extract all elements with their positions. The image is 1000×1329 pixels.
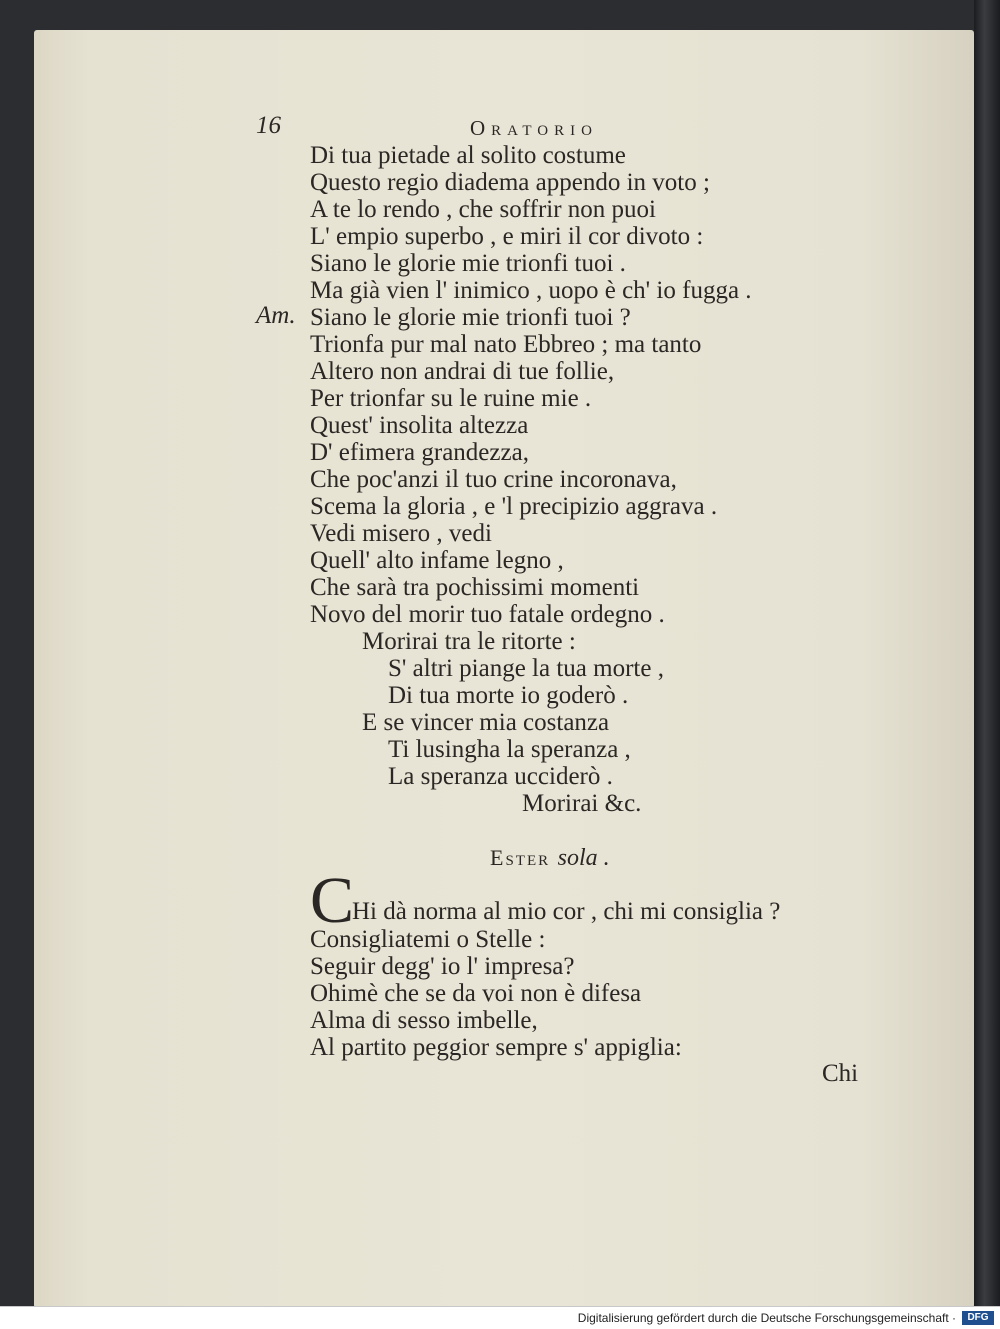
aria-line: E se vincer mia costanza — [362, 709, 610, 736]
drop-cap: C — [310, 864, 355, 937]
page-number: 16 — [256, 112, 281, 139]
verse-line: Questo regio diadema appendo in voto ; — [310, 169, 710, 196]
verse-line: Altero non andrai di tue follie, — [310, 358, 615, 385]
dfg-logo: DFG — [962, 1311, 994, 1325]
verse-line: Alma di sesso imbelle, — [310, 1007, 538, 1034]
verse-line: Ma già vien l' inimico , uopo è ch' io fugga . — [310, 277, 752, 304]
verse-line: Vedi misero , vedi — [310, 520, 492, 547]
aria-line: La speranza ucciderò . — [388, 763, 613, 790]
verse-line: Che sarà tra pochissimi momenti — [310, 574, 640, 601]
verse-line: Siano le glorie mie trionfi tuoi ? — [310, 304, 631, 331]
verse-line: Ohimè che se da voi non è difesa — [310, 980, 642, 1007]
book-spine — [974, 0, 1000, 1329]
verse-line: A te lo rendo , che soffrir non puoi — [310, 196, 656, 223]
funding-credit: Digitalisierung gefördert durch die Deutsche Forschungsgemeinschaft · — [577, 1311, 956, 1325]
aria-line: S' altri piange la tua morte , — [388, 655, 664, 682]
verse-line: Quell' alto infame legno , — [310, 547, 564, 574]
verse-line: D' efimera grandezza, — [310, 439, 529, 466]
aria-line: Morirai &c. — [522, 790, 642, 817]
verse-line: Di tua pietade al solito costume — [310, 142, 626, 169]
character-name: Ester — [490, 845, 551, 870]
verse-line: Trionfa pur mal nato Ebbreo ; ma tanto — [310, 331, 702, 358]
verse-line: Hi dà norma al mio cor , chi mi consiglia ? — [352, 898, 781, 925]
running-head: Oratorio — [470, 116, 598, 140]
stage-direction: sola . — [557, 845, 610, 871]
catchword: Chi — [822, 1060, 859, 1087]
aria-line: Ti lusingha la speranza , — [388, 736, 631, 763]
verse-line: Per trionfar su le ruine mie . — [310, 385, 592, 412]
verse-line: Novo del morir tuo fatale ordegno . — [310, 601, 665, 628]
verse-line: Siano le glorie mie trionfi tuoi . — [310, 250, 626, 277]
verse-line: Consigliatemi o Stelle : — [310, 926, 546, 953]
section-heading — [490, 845, 610, 872]
verse-line: Quest' insolita altezza — [310, 412, 529, 439]
verse-line: Scema la gloria , e 'l precipizio aggrava . — [310, 493, 718, 520]
speaker-label: Am. — [256, 302, 296, 329]
aria-line: Di tua morte io goderò . — [388, 682, 629, 709]
verse-line: Al partito peggior sempre s' appiglia: — [310, 1034, 682, 1061]
verse-line: Che poc'anzi il tuo crine incoronava, — [310, 466, 677, 493]
verse-line: Seguir degg' io l' impresa? — [310, 953, 575, 980]
digitization-footer — [0, 1306, 1000, 1329]
aria-line: Morirai tra le ritorte : — [362, 628, 576, 655]
verse-line: L' empio superbo , e miri il cor divoto : — [310, 223, 704, 250]
